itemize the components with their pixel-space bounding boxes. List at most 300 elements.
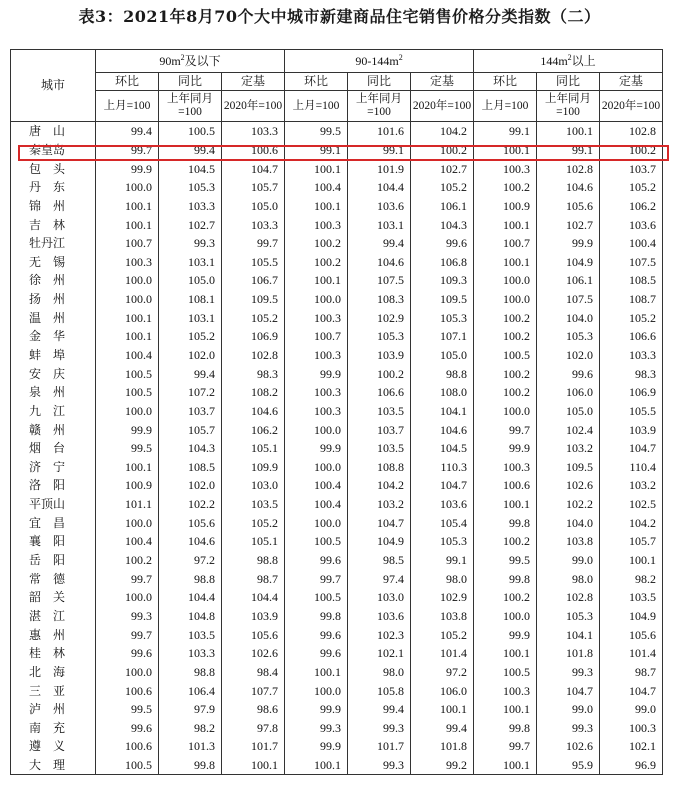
value-cell: 105.0 <box>159 271 222 290</box>
value-cell: 104.9 <box>600 607 663 626</box>
value-cell: 104.4 <box>159 588 222 607</box>
value-cell: 96.9 <box>600 756 663 775</box>
value-cell: 97.9 <box>159 700 222 719</box>
value-cell: 99.9 <box>285 364 348 383</box>
value-cell: 102.2 <box>537 495 600 514</box>
value-cell: 103.2 <box>348 495 411 514</box>
value-cell: 102.8 <box>537 588 600 607</box>
value-cell: 105.5 <box>600 402 663 421</box>
value-cell: 100.4 <box>285 178 348 197</box>
value-cell: 100.3 <box>474 458 537 477</box>
value-cell: 101.7 <box>222 737 285 756</box>
value-cell: 98.7 <box>222 569 285 588</box>
value-cell: 100.2 <box>474 178 537 197</box>
value-cell: 102.6 <box>537 737 600 756</box>
value-cell: 100.0 <box>285 290 348 309</box>
table-row <box>11 383 663 402</box>
value-cell: 100.2 <box>474 383 537 402</box>
value-cell: 100.4 <box>96 532 159 551</box>
value-cell: 100.4 <box>285 476 348 495</box>
value-cell: 106.0 <box>411 681 474 700</box>
city-name: 三亚 <box>11 681 96 700</box>
value-cell: 98.3 <box>600 364 663 383</box>
value-cell: 99.5 <box>285 122 348 141</box>
value-cell: 109.3 <box>411 271 474 290</box>
value-cell: 99.9 <box>285 737 348 756</box>
value-cell: 99.3 <box>285 719 348 738</box>
base-header-cell: 上月=100 <box>474 91 537 122</box>
value-cell: 106.6 <box>348 383 411 402</box>
value-cell: 99.1 <box>348 141 411 160</box>
sub-header-cell: 同比 <box>348 73 411 91</box>
value-cell: 100.2 <box>348 364 411 383</box>
value-cell: 102.6 <box>222 644 285 663</box>
value-cell: 100.0 <box>285 681 348 700</box>
value-cell: 100.2 <box>411 141 474 160</box>
value-cell: 107.5 <box>348 271 411 290</box>
value-cell: 101.3 <box>159 737 222 756</box>
value-cell: 104.7 <box>600 681 663 700</box>
value-cell: 104.6 <box>222 402 285 421</box>
value-cell: 99.8 <box>474 569 537 588</box>
value-cell: 99.2 <box>411 756 474 775</box>
value-cell: 100.0 <box>474 290 537 309</box>
value-cell: 100.1 <box>96 458 159 477</box>
value-cell: 99.4 <box>96 122 159 141</box>
value-cell: 100.1 <box>285 159 348 178</box>
value-cell: 104.6 <box>159 532 222 551</box>
value-cell: 100.0 <box>285 458 348 477</box>
value-cell: 103.5 <box>348 439 411 458</box>
value-cell: 100.1 <box>222 756 285 775</box>
value-cell: 100.1 <box>285 197 348 216</box>
value-cell: 99.7 <box>96 141 159 160</box>
city-name: 韶关 <box>11 588 96 607</box>
city-name: 安庆 <box>11 364 96 383</box>
value-cell: 99.9 <box>285 439 348 458</box>
table-row <box>11 271 663 290</box>
city-name: 徐州 <box>11 271 96 290</box>
table-row <box>11 700 663 719</box>
value-cell: 106.2 <box>222 420 285 439</box>
value-cell: 105.2 <box>411 625 474 644</box>
value-cell: 102.7 <box>537 215 600 234</box>
city-name: 岳阳 <box>11 551 96 570</box>
value-cell: 100.3 <box>285 402 348 421</box>
value-cell: 105.0 <box>537 402 600 421</box>
value-cell: 100.1 <box>474 700 537 719</box>
sub-header-row <box>11 73 663 91</box>
value-cell: 98.6 <box>222 700 285 719</box>
value-cell: 103.1 <box>159 308 222 327</box>
table-row <box>11 681 663 700</box>
value-cell: 99.7 <box>96 569 159 588</box>
value-cell: 105.2 <box>600 308 663 327</box>
value-cell: 102.7 <box>159 215 222 234</box>
value-cell: 103.2 <box>537 439 600 458</box>
value-cell: 101.9 <box>348 159 411 178</box>
value-cell: 99.0 <box>537 700 600 719</box>
value-cell: 100.2 <box>474 364 537 383</box>
value-cell: 105.0 <box>411 346 474 365</box>
value-cell: 99.8 <box>474 719 537 738</box>
city-name: 泸州 <box>11 700 96 719</box>
value-cell: 104.6 <box>411 420 474 439</box>
value-cell: 100.3 <box>285 215 348 234</box>
value-cell: 100.1 <box>474 756 537 775</box>
value-cell: 107.7 <box>222 681 285 700</box>
value-cell: 105.0 <box>222 197 285 216</box>
value-cell: 99.3 <box>96 607 159 626</box>
value-cell: 105.5 <box>222 252 285 271</box>
city-name: 常德 <box>11 569 96 588</box>
value-cell: 100.5 <box>96 364 159 383</box>
value-cell: 104.7 <box>348 513 411 532</box>
value-cell: 99.3 <box>348 756 411 775</box>
value-cell: 100.0 <box>474 607 537 626</box>
value-cell: 99.9 <box>285 700 348 719</box>
table-row <box>11 308 663 327</box>
sub-header-cell: 定基 <box>411 73 474 91</box>
table-row <box>11 532 663 551</box>
table-row <box>11 141 663 160</box>
value-cell: 98.0 <box>348 663 411 682</box>
value-cell: 99.6 <box>285 625 348 644</box>
value-cell: 98.0 <box>537 569 600 588</box>
value-cell: 98.0 <box>411 569 474 588</box>
value-cell: 107.1 <box>411 327 474 346</box>
value-cell: 104.2 <box>411 122 474 141</box>
value-cell: 102.8 <box>600 122 663 141</box>
value-cell: 99.5 <box>474 551 537 570</box>
table-row <box>11 122 663 141</box>
table-body <box>11 122 663 775</box>
sub-header-cell: 环比 <box>285 73 348 91</box>
value-cell: 99.8 <box>159 756 222 775</box>
sub-header-cell: 定基 <box>222 73 285 91</box>
value-cell: 103.5 <box>222 495 285 514</box>
value-cell: 100.0 <box>474 271 537 290</box>
value-cell: 102.8 <box>537 159 600 178</box>
value-cell: 103.3 <box>222 122 285 141</box>
value-cell: 100.6 <box>96 737 159 756</box>
value-cell: 108.5 <box>159 458 222 477</box>
city-name: 湛江 <box>11 607 96 626</box>
value-cell: 100.2 <box>474 327 537 346</box>
value-cell: 100.6 <box>96 681 159 700</box>
value-cell: 102.4 <box>537 420 600 439</box>
value-cell: 97.2 <box>411 663 474 682</box>
value-cell: 103.5 <box>600 588 663 607</box>
value-cell: 99.9 <box>474 439 537 458</box>
value-cell: 99.3 <box>537 719 600 738</box>
value-cell: 104.1 <box>537 625 600 644</box>
value-cell: 100.3 <box>285 308 348 327</box>
city-name: 泉州 <box>11 383 96 402</box>
value-cell: 98.4 <box>222 663 285 682</box>
table-row <box>11 569 663 588</box>
value-cell: 99.8 <box>285 607 348 626</box>
value-cell: 99.0 <box>600 700 663 719</box>
value-cell: 102.5 <box>600 495 663 514</box>
value-cell: 100.0 <box>285 420 348 439</box>
city-name: 温州 <box>11 308 96 327</box>
value-cell: 100.0 <box>96 271 159 290</box>
group-header-90-and-below: $90m^2$及以下 <box>96 50 285 73</box>
value-cell: 99.0 <box>537 551 600 570</box>
value-cell: 104.6 <box>348 252 411 271</box>
value-cell: 100.7 <box>474 234 537 253</box>
value-cell: 99.6 <box>411 234 474 253</box>
value-cell: 99.6 <box>96 719 159 738</box>
base-header-cell: 上年同月=100 <box>348 91 411 122</box>
value-cell: 95.9 <box>537 756 600 775</box>
value-cell: 105.4 <box>411 513 474 532</box>
value-cell: 100.0 <box>96 663 159 682</box>
value-cell: 102.0 <box>159 346 222 365</box>
value-cell: 103.8 <box>537 532 600 551</box>
city-name: 扬州 <box>11 290 96 309</box>
value-cell: 100.1 <box>537 122 600 141</box>
value-cell: 105.2 <box>600 178 663 197</box>
base-header-cell: 上年同月=100 <box>159 91 222 122</box>
value-cell: 102.1 <box>600 737 663 756</box>
value-cell: 109.9 <box>222 458 285 477</box>
city-name: 赣州 <box>11 420 96 439</box>
value-cell: 104.0 <box>537 308 600 327</box>
value-cell: 103.7 <box>600 159 663 178</box>
value-cell: 98.8 <box>411 364 474 383</box>
value-cell: 100.0 <box>96 402 159 421</box>
value-cell: 105.7 <box>222 178 285 197</box>
value-cell: 100.7 <box>96 234 159 253</box>
value-cell: 105.3 <box>537 327 600 346</box>
value-cell: 100.4 <box>600 234 663 253</box>
value-cell: 100.1 <box>474 141 537 160</box>
value-cell: 98.8 <box>159 663 222 682</box>
table-row <box>11 364 663 383</box>
value-cell: 105.1 <box>222 439 285 458</box>
value-cell: 100.6 <box>474 476 537 495</box>
value-cell: 103.6 <box>411 495 474 514</box>
base-header-cell: 上月=100 <box>285 91 348 122</box>
table-row <box>11 215 663 234</box>
value-cell: 105.6 <box>159 513 222 532</box>
value-cell: 105.3 <box>537 607 600 626</box>
table-row <box>11 252 663 271</box>
value-cell: 100.1 <box>474 495 537 514</box>
value-cell: 102.7 <box>411 159 474 178</box>
value-cell: 99.8 <box>474 513 537 532</box>
value-cell: 103.0 <box>222 476 285 495</box>
value-cell: 102.1 <box>348 644 411 663</box>
table-row <box>11 719 663 738</box>
value-cell: 100.9 <box>96 476 159 495</box>
base-header-cell: 上月=100 <box>96 91 159 122</box>
value-cell: 103.5 <box>159 625 222 644</box>
table-header <box>11 50 663 122</box>
value-cell: 99.4 <box>348 234 411 253</box>
value-cell: 102.6 <box>537 476 600 495</box>
value-cell: 99.6 <box>537 364 600 383</box>
value-cell: 100.1 <box>411 700 474 719</box>
value-cell: 99.4 <box>159 141 222 160</box>
sub-header-cell: 环比 <box>96 73 159 91</box>
value-cell: 104.5 <box>159 159 222 178</box>
value-cell: 100.1 <box>600 551 663 570</box>
value-cell: 103.3 <box>159 644 222 663</box>
value-cell: 100.2 <box>474 308 537 327</box>
city-name: 遵义 <box>11 737 96 756</box>
value-cell: 100.3 <box>285 346 348 365</box>
table-title: 表3：2021年8月70个大中城市新建商品住宅销售价格分类指数（二） <box>78 7 601 26</box>
value-cell: 99.1 <box>411 551 474 570</box>
sub-header-cell: 环比 <box>474 73 537 91</box>
value-cell: 99.4 <box>348 700 411 719</box>
value-cell: 109.5 <box>411 290 474 309</box>
value-cell: 100.3 <box>474 159 537 178</box>
value-cell: 103.3 <box>600 346 663 365</box>
value-cell: 105.3 <box>159 178 222 197</box>
value-cell: 105.2 <box>222 308 285 327</box>
table-row <box>11 551 663 570</box>
sub-header-cell: 同比 <box>537 73 600 91</box>
value-cell: 100.2 <box>285 252 348 271</box>
value-cell: 101.4 <box>411 644 474 663</box>
table-row <box>11 439 663 458</box>
value-cell: 104.1 <box>411 402 474 421</box>
city-name: 北海 <box>11 663 96 682</box>
value-cell: 100.9 <box>474 197 537 216</box>
value-cell: 104.7 <box>411 476 474 495</box>
value-cell: 98.7 <box>600 663 663 682</box>
value-cell: 103.1 <box>159 252 222 271</box>
value-cell: 99.1 <box>537 141 600 160</box>
base-header-cell: 2020年=100 <box>411 91 474 122</box>
value-cell: 100.7 <box>285 327 348 346</box>
city-name: 无锡 <box>11 252 96 271</box>
table-row <box>11 737 663 756</box>
value-cell: 104.2 <box>600 513 663 532</box>
value-cell: 100.5 <box>96 756 159 775</box>
city-name: 锦州 <box>11 197 96 216</box>
value-cell: 100.5 <box>96 383 159 402</box>
value-cell: 105.1 <box>222 532 285 551</box>
value-cell: 105.2 <box>222 513 285 532</box>
value-cell: 100.5 <box>474 346 537 365</box>
value-cell: 104.0 <box>537 513 600 532</box>
value-cell: 108.1 <box>159 290 222 309</box>
value-cell: 101.7 <box>348 737 411 756</box>
value-cell: 106.1 <box>411 197 474 216</box>
value-cell: 110.4 <box>600 458 663 477</box>
value-cell: 100.1 <box>96 215 159 234</box>
value-cell: 100.2 <box>96 551 159 570</box>
value-cell: 100.0 <box>285 513 348 532</box>
value-cell: 105.3 <box>411 532 474 551</box>
city-name: 蚌埠 <box>11 346 96 365</box>
value-cell: 103.6 <box>348 197 411 216</box>
value-cell: 103.3 <box>159 197 222 216</box>
value-cell: 100.1 <box>474 215 537 234</box>
value-cell: 105.2 <box>159 327 222 346</box>
table-row <box>11 290 663 309</box>
base-header-cell: 上年同月=100 <box>537 91 600 122</box>
sub-header-cell: 同比 <box>159 73 222 91</box>
value-cell: 103.9 <box>600 420 663 439</box>
group-header-144-above: $144m^2$以上 <box>474 50 663 73</box>
value-cell: 103.1 <box>348 215 411 234</box>
value-cell: 104.7 <box>600 439 663 458</box>
table-row <box>11 420 663 439</box>
value-cell: 106.7 <box>222 271 285 290</box>
value-cell: 104.5 <box>411 439 474 458</box>
city-name: 丹东 <box>11 178 96 197</box>
value-cell: 102.0 <box>537 346 600 365</box>
table-row <box>11 159 663 178</box>
value-cell: 108.2 <box>222 383 285 402</box>
value-cell: 99.1 <box>285 141 348 160</box>
value-cell: 105.7 <box>159 420 222 439</box>
value-cell: 100.1 <box>96 308 159 327</box>
table-row <box>11 458 663 477</box>
value-cell: 99.4 <box>411 719 474 738</box>
value-cell: 100.5 <box>285 532 348 551</box>
city-name: 金华 <box>11 327 96 346</box>
value-cell: 100.1 <box>474 252 537 271</box>
value-cell: 98.5 <box>348 551 411 570</box>
value-cell: 98.8 <box>159 569 222 588</box>
value-cell: 106.2 <box>600 197 663 216</box>
value-cell: 108.8 <box>348 458 411 477</box>
city-name: 济宁 <box>11 458 96 477</box>
table-row <box>11 513 663 532</box>
value-cell: 106.8 <box>411 252 474 271</box>
value-cell: 99.7 <box>474 737 537 756</box>
value-cell: 100.1 <box>474 644 537 663</box>
base-header-row <box>11 91 663 122</box>
city-name: 大理 <box>11 756 96 775</box>
value-cell: 100.1 <box>96 197 159 216</box>
city-name: 烟台 <box>11 439 96 458</box>
value-cell: 103.6 <box>348 607 411 626</box>
value-cell: 106.4 <box>159 681 222 700</box>
value-cell: 104.7 <box>222 159 285 178</box>
value-cell: 104.7 <box>537 681 600 700</box>
value-cell: 105.6 <box>537 197 600 216</box>
value-cell: 100.3 <box>474 681 537 700</box>
value-cell: 100.2 <box>600 141 663 160</box>
value-cell: 100.0 <box>96 588 159 607</box>
value-cell: 103.5 <box>348 402 411 421</box>
value-cell: 104.3 <box>159 439 222 458</box>
value-cell: 104.3 <box>411 215 474 234</box>
value-cell: 99.5 <box>96 700 159 719</box>
value-cell: 99.1 <box>474 122 537 141</box>
value-cell: 106.0 <box>537 383 600 402</box>
city-name: 南充 <box>11 719 96 738</box>
value-cell: 104.8 <box>159 607 222 626</box>
value-cell: 99.7 <box>222 234 285 253</box>
value-cell: 100.5 <box>285 588 348 607</box>
value-cell: 97.8 <box>222 719 285 738</box>
value-cell: 104.4 <box>222 588 285 607</box>
value-cell: 97.2 <box>159 551 222 570</box>
value-cell: 110.3 <box>411 458 474 477</box>
city-name: 平顶山 <box>11 495 96 514</box>
value-cell: 99.3 <box>348 719 411 738</box>
value-cell: 105.8 <box>348 681 411 700</box>
